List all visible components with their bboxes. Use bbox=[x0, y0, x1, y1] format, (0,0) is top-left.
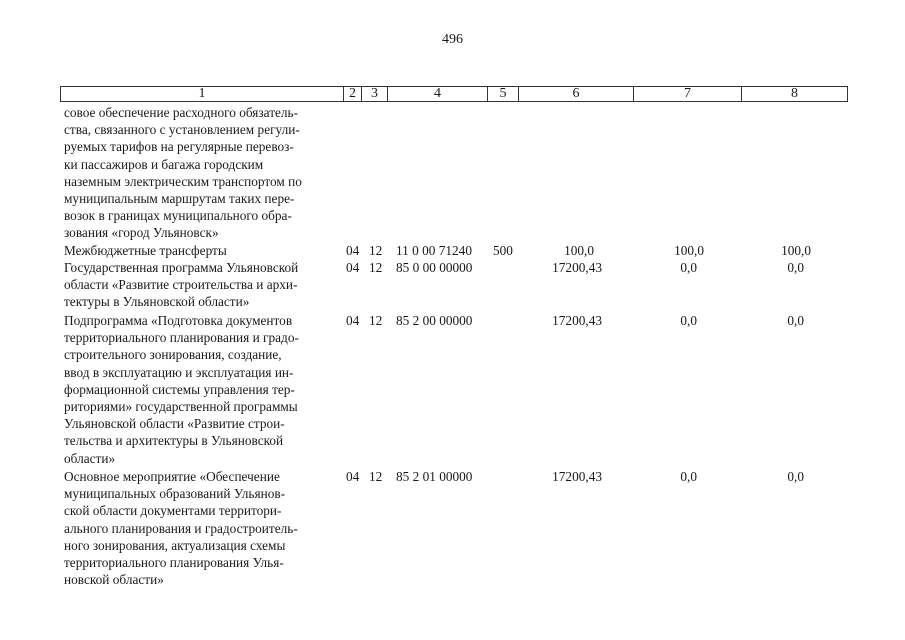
row-2-col-8: 0,0 bbox=[787, 313, 804, 328]
text-line: ской области документами территори- bbox=[64, 503, 282, 519]
row-0-col-8: 100,0 bbox=[781, 243, 811, 258]
text-line: Основное мероприятие «Обеспечение bbox=[64, 469, 280, 484]
row-1-col-6: 17200,43 bbox=[552, 260, 602, 275]
row-0-col-6: 100,0 bbox=[564, 243, 594, 258]
text-line: муниципальным маршрутам таких пере- bbox=[64, 191, 295, 207]
row-3-col-6: 17200,43 bbox=[552, 469, 602, 484]
row-2-col-2: 04 bbox=[346, 313, 360, 328]
row-2-col-7: 0,0 bbox=[680, 313, 697, 328]
continuation-text bbox=[64, 104, 342, 242]
row-0-col-2: 04 bbox=[346, 243, 360, 258]
text-line: строительного зонирования, создание, bbox=[64, 347, 282, 363]
row-3-description bbox=[64, 468, 342, 588]
text-line: ства, связанного с установлением регули- bbox=[64, 122, 300, 138]
row-1-description bbox=[64, 259, 342, 311]
text-line: Подпрограмма «Подготовка документов bbox=[64, 313, 293, 328]
text-line: ального планирования и градостроитель- bbox=[64, 520, 298, 536]
row-1-col-3: 12 bbox=[369, 260, 383, 275]
row-0-col-5: 500 bbox=[493, 243, 513, 258]
text-line: территориального планирования Улья- bbox=[64, 555, 284, 571]
text-line: Ульяновской области «Развитие строи- bbox=[64, 416, 285, 432]
row-0-col-7: 100,0 bbox=[674, 243, 704, 258]
header-col-8: 8 bbox=[791, 86, 798, 101]
text-line: тельства и архитектуры в Ульяновской bbox=[64, 433, 284, 449]
text-line: совое обеспечение расходного обязатель- bbox=[64, 105, 299, 120]
header-col-6: 6 bbox=[519, 87, 634, 101]
row-0-col-3: 12 bbox=[369, 243, 383, 258]
text-line: формационной системы управления тер- bbox=[64, 381, 295, 397]
row-1-col-4: 85 0 00 00000 bbox=[396, 260, 473, 275]
row-0-description bbox=[64, 242, 342, 259]
text-line: Межбюджетные трансферты bbox=[64, 243, 227, 258]
text-line: руемых тарифов на регулярные перевоз- bbox=[64, 139, 294, 155]
text-line: ввод в эксплуатацию и эксплуатация ин- bbox=[64, 364, 294, 380]
text-line: муниципальных образований Ульянов- bbox=[64, 486, 286, 502]
header-col-3: 3 bbox=[362, 87, 388, 101]
header-col-5: 5 bbox=[488, 87, 519, 101]
header-col-7: 7 bbox=[634, 87, 742, 101]
text-line: ного зонирования, актуализация схемы bbox=[64, 537, 286, 553]
text-line: риториями» государственной программы bbox=[64, 399, 298, 415]
text-line: территориального планирования и градо- bbox=[64, 330, 299, 346]
row-3-col-7: 0,0 bbox=[680, 469, 697, 484]
text-line: тектуры в Ульяновской области» bbox=[64, 294, 250, 310]
row-2-col-4: 85 2 00 00000 bbox=[396, 313, 473, 328]
header-col-4: 4 bbox=[388, 87, 488, 101]
text-line: области «Развитие строительства и архи- bbox=[64, 277, 298, 293]
row-2-col-6: 17200,43 bbox=[552, 313, 602, 328]
row-1-col-2: 04 bbox=[346, 260, 360, 275]
table-header-row bbox=[60, 86, 848, 102]
row-3-col-8: 0,0 bbox=[787, 469, 804, 484]
text-line: ки пассажиров и багажа городским bbox=[64, 156, 264, 172]
text-line: зования «город Ульяновск» bbox=[64, 225, 219, 241]
header-col-2: 2 bbox=[344, 87, 362, 101]
row-2-description bbox=[64, 312, 342, 467]
text-line: области» bbox=[64, 450, 116, 466]
text-line: наземным электрическим транспортом по bbox=[64, 173, 302, 189]
page-number: 496 bbox=[442, 32, 463, 47]
row-0-col-4: 11 0 00 71240 bbox=[396, 243, 472, 258]
row-3-col-2: 04 bbox=[346, 469, 360, 484]
row-3-col-4: 85 2 01 00000 bbox=[396, 469, 473, 484]
row-3-col-3: 12 bbox=[369, 469, 383, 484]
row-2-col-3: 12 bbox=[369, 313, 383, 328]
row-1-col-8: 0,0 bbox=[787, 260, 804, 275]
header-col-1: 1 bbox=[61, 87, 344, 101]
text-line: новской области» bbox=[64, 572, 164, 588]
text-line: Государственная программа Ульяновской bbox=[64, 260, 299, 275]
text-line: возок в границах муниципального обра- bbox=[64, 208, 292, 224]
row-1-col-7: 0,0 bbox=[680, 260, 697, 275]
